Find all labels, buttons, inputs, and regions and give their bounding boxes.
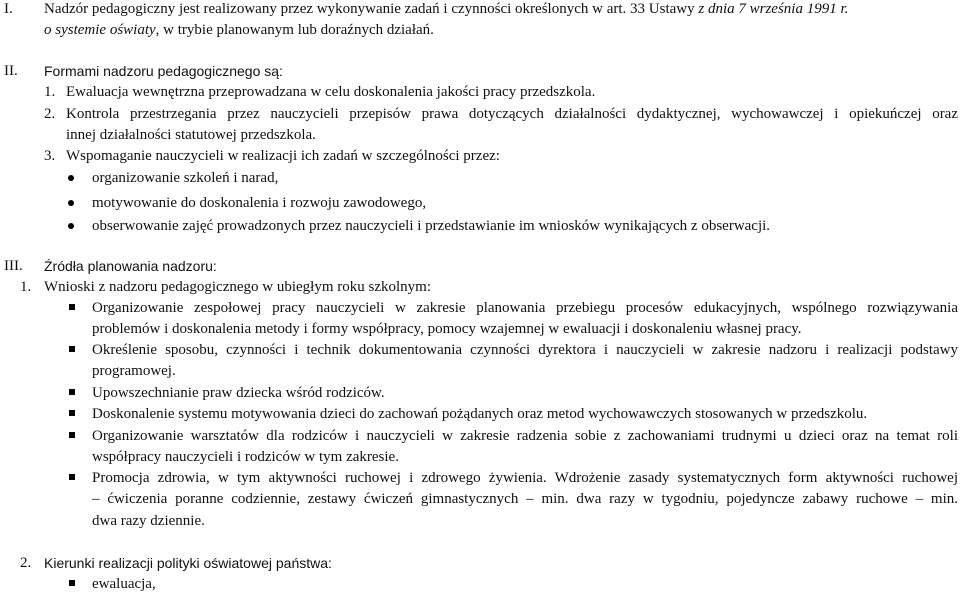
section-ii-sub-bullet-2: motywowanie do doskonalenia i rozwoju zawodowego, (92, 195, 427, 211)
conclusion-1-line-1: Organizowanie zespołowej pracy nauczycieli w zakresie planowania przebiegu procesów edukacyjnych, wspólnego rozwiązywania (92, 300, 958, 316)
section-ii-item-2-text-line-2: innej działalności statutowej przedszkola. (66, 127, 316, 143)
square-bullet-icon (69, 389, 75, 395)
section-ii-sub-bullet-3: obserwowanie zajęć prowadzonych przez nauczycieli i przedstawianie im wniosków wynikających z obserwacji. (92, 218, 771, 234)
section-ii-sub-bullet-1: organizowanie szkoleń i narad, (92, 170, 279, 186)
square-bullet-icon (69, 346, 75, 352)
section-iii-item-1-number: 1. (20, 279, 32, 295)
section-i-law-title: o systemie oświaty (44, 22, 156, 38)
square-bullet-icon (69, 474, 75, 480)
section-ii-item-2-number: 2. (44, 106, 56, 122)
conclusion-3-line-1: Upowszechnianie praw dziecka wśród rodziców. (92, 385, 385, 401)
conclusion-2-line-2: programowej. (92, 363, 176, 379)
section-ii-item-2-text-line-1: Kontrola przestrzegania przez nauczycieli przepisów prawa dotyczących działalności dydaktycznej, wychowawczej i opiekuńczej oraz (66, 106, 958, 122)
square-bullet-icon (69, 410, 75, 416)
section-iii-item-1-heading: Wnioski z nadzoru pedagogicznego w ubiegłym roku szkolnym: (44, 279, 431, 295)
conclusion-2-line-1: Określenie sposobu, czynności i technik dokumentowania czynności dyrektora i nauczycieli w zakresie nadzoru i realizacji podstawy (92, 342, 958, 358)
direction-1-line-1: ewaluacja, (92, 576, 156, 592)
square-bullet-icon (69, 304, 75, 310)
section-i-text-line-1 (44, 0, 848, 18)
section-i-text-plain: Nadzór pedagogiczny jest realizowany przez wykonywanie zadań i czynności określonych w art. 33 Ustawy (44, 1, 695, 17)
conclusion-6-line-3: dwa razy dziennie. (92, 513, 205, 529)
bullet-dot-icon (68, 175, 74, 181)
section-ii-item-3-number: 3. (44, 148, 56, 164)
section-iii-item-2-heading: Kierunki realizacji polityki oświatowej państwa: (44, 555, 332, 571)
conclusion-6-line-2: – ćwiczenia poranne codziennie, zestawy ćwiczeń gimnastycznych – min. dwa razy w tygodniu, pojedyncze zabawy ruchowe – min. (92, 491, 958, 507)
conclusion-6-line-1: Promocja zdrowia, w tym aktywności ruchowej i zdrowego żywienia. Wdrożenie zasady systematycznych form aktywności ruchowej (92, 470, 958, 486)
section-iii-numeral: III. (4, 258, 23, 274)
section-ii-heading: Formami nadzoru pedagogicznego są: (44, 63, 283, 79)
section-i-text-end: , w trybie planowanym lub doraźnych działań. (155, 22, 434, 38)
section-ii-item-1-text: Ewaluacja wewnętrzna przeprowadzana w celu doskonalenia jakości pracy przedszkola. (66, 84, 596, 100)
bullet-dot-icon (68, 200, 74, 206)
bullet-dot-icon (68, 223, 74, 229)
conclusion-1-line-2: problemów i doskonalenia metody i formy współpracy, pomocy wzajemnej w ewaluacji i doskonaleniu własnej pracy. (92, 321, 802, 337)
section-i-text-line-2 (44, 21, 434, 39)
section-iii-item-2-number: 2. (20, 555, 32, 571)
section-i-numeral: I. (4, 1, 13, 17)
square-bullet-icon (69, 432, 75, 438)
conclusion-5-line-2: współpracy nauczycieli i rodziców w tym zakresie. (92, 449, 399, 465)
section-ii-item-3-text: Wspomaganie nauczycieli w realizacji ich zadań w szczególności przez: (66, 148, 500, 164)
conclusion-5-line-1: Organizowanie warsztatów dla rodziców i nauczycieli w zakresie radzenia sobie z zachowaniami trudnymi u dzieci oraz na temat roli (92, 428, 958, 444)
conclusion-4-line-1: Doskonalenie systemu motywowania dzieci do zachowań pożądanych oraz metod wychowawczych stosowanych w przedszkolu. (92, 406, 868, 422)
section-ii-item-1-number: 1. (44, 84, 56, 100)
section-iii-heading: Źródła planowania nadzoru: (44, 258, 217, 274)
section-ii-numeral: II. (4, 63, 18, 79)
section-i-text-italic: z dnia 7 września 1991 r. (698, 1, 849, 17)
square-bullet-icon (69, 580, 75, 586)
